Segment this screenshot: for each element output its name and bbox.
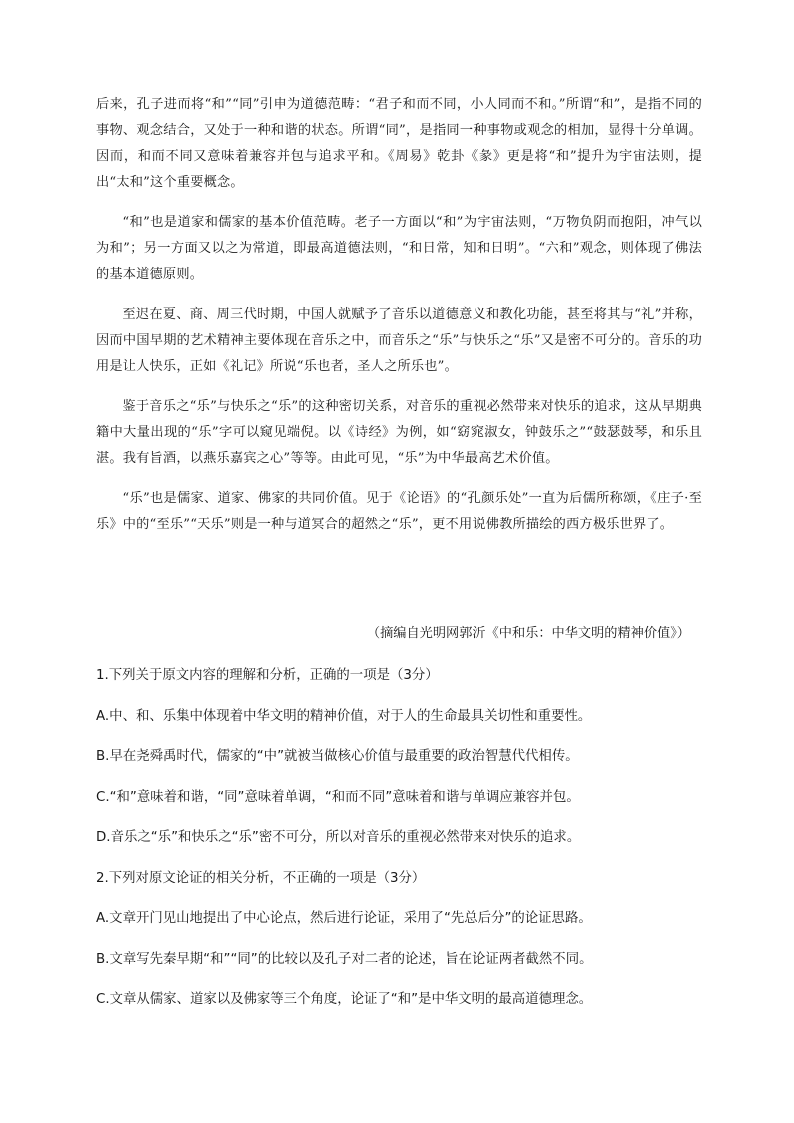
passage-paragraph-5: “乐”也是儒家、道家、佛家的共同价值。见于《论语》的“孔颜乐处”一直为后儒所称颂，《庄子·至乐》中的“至乐”“天乐”则是一种与道冥合的超然之“乐”，更不用说佛教所描绘的西方极乐世界了。 xyxy=(96,491,702,532)
question-1-stem: 1.下列关于原文内容的理解和分析，正确的一项是（3分） xyxy=(96,668,439,683)
question-1-option-c: C.“和”意味着和谐，“同”意味着单调，“和而不同”意味着和谐与单调应兼容并包。 xyxy=(96,789,580,805)
passage-paragraph-4: 鉴于音乐之“乐”与快乐之“乐”的这种密切关系，对音乐的重视必然带来对快乐的追求，这从早期典籍中大量出现的“乐”字可以窥见端倪。以《诗经》为例，如“窈窕淑女，钟鼓乐之”“鼓瑟鼓琴，和乐且湛。我有旨酒，以燕乐嘉宾之心”等等。由此可见，“乐”为中华最高艺术价值。 xyxy=(96,399,702,466)
question-1-option-b: B.早在尧舜禹时代，儒家的“中”就被当做核心价值与最重要的政治智慧代代相传。 xyxy=(96,749,579,764)
passage-paragraph-3: 至迟在夏、商、周三代时期，中国人就赋予了音乐以道德意义和教化功能，甚至将其与“礼”并称，因而中国早期的艺术精神主要体现在音乐之中，而音乐之“乐”与快乐之“乐”又是密不可分的。音乐的功用是让人快乐，正如《礼记》所说“乐也者，圣人之所乐也”。 xyxy=(96,307,702,374)
question-2-option-b: B.文章写先秦早期“和”“同”的比较以及孔子对二者的论述，旨在论证两者截然不同。 xyxy=(96,951,593,967)
question-list xyxy=(96,664,702,1029)
source-citation: （摘编自光明网郭沂《中和乐：中华文明的精神价值》） xyxy=(366,626,690,641)
passage-paragraph-2: “和”也是道家和儒家的基本价值范畴。老子一方面以“和”为宇宙法则，“万物负阴而抱阳，冲气以为和”；另一方面又以之为常道，即最高道德法则，“和日常，知和日明”。“六和”观念，则体现了佛法的基本道德原则。 xyxy=(96,215,702,282)
question-2-option-c: C.文章从儒家、道家以及佛家等三个角度，论证了“和”是中华文明的最高道德理念。 xyxy=(96,992,593,1007)
question-2-option-a: A.文章开门见山地提出了中心论点，然后进行论证，采用了“先总后分”的论证思路。 xyxy=(96,911,592,926)
question-2-stem: 2.下列对原文论证的相关分析，不正确的一项是（3分） xyxy=(96,870,426,886)
question-1-option-d: D.音乐之“乐”和快乐之“乐”密不可分，所以对音乐的重视必然带来对快乐的追求。 xyxy=(96,830,581,845)
question-1-option-a: A.中、和、乐集中体现着中华文明的精神价值，对于人的生命最具关切性和重要性。 xyxy=(96,708,592,724)
passage-paragraph-1: 后来，孔子进而将“和”“同”引申为道德范畴：“君子和而不同，小人同而不和。”所谓“和”，是指不同的事物、观念结合，又处于一种和谐的状态。所谓“同”，是指同一种事物或观念的相加，显得十分单调。因而，和而不同又意味着兼容并包与追求平和。《周易》乾卦《彖》更是将“和”提升为宇宙法则，提出“太和”这个重要概念。 xyxy=(96,97,702,190)
reading-passage xyxy=(96,92,702,552)
